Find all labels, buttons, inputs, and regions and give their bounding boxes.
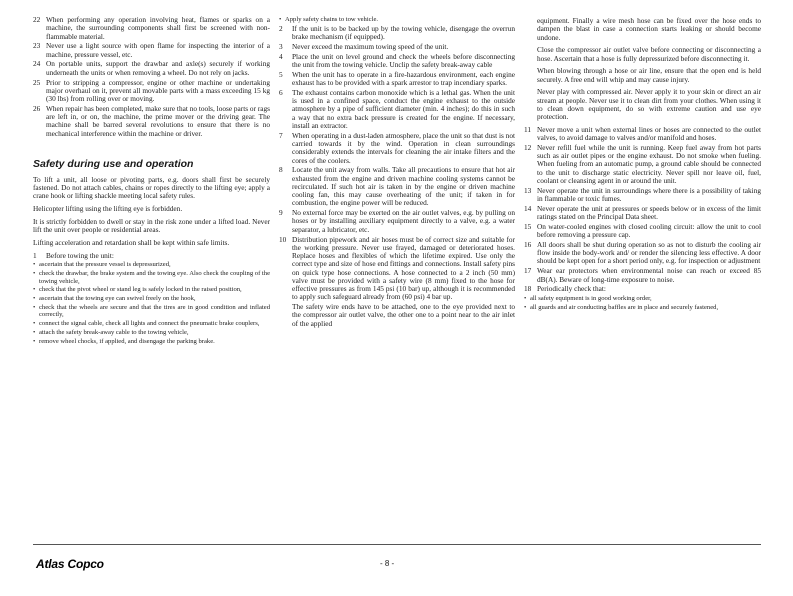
item-text: Distribution pipework and air hoses must be of correct size and suitable for the working pressure. Never use frayed, damaged or deteriorated hoses. Replace hoses and flexibles of which the lifetime expired. Use only the correct type and size of hose end fittings and connections. Install safety pins on quick type hose connections. A hose connected to a 2 inch (50 mm) valve must be provided with a safety wire (8 mm) fixed to the hose for effective pressures as from 145 psi (10 bar) up, although it is recommended to apply such safeguard already from (60 psi) 4 bar up. [292, 234, 515, 302]
item-text: Periodically check that: [537, 284, 606, 294]
item-number: 24 [33, 59, 41, 69]
list-item [33, 105, 270, 138]
bullet-icon: • [524, 295, 527, 303]
item-text: When performing any operation involving heat, flames or sparks on a machine, the surrounding components shall first be screened with non-flammable material. [46, 15, 270, 41]
item-number: 8 [279, 165, 283, 175]
bullet-item [33, 304, 270, 319]
paragraph: Helicopter lifting using the lifting eye is forbidden. [33, 204, 183, 214]
bullet-icon: • [33, 261, 36, 269]
list-item [279, 89, 515, 130]
bullet-icon: • [33, 304, 36, 312]
item-text: On portable units, support the drawbar and axle(s) securely if working underneath the units or when removing a wheel. Do not rely on jacks. [46, 59, 270, 77]
list-item [524, 285, 761, 293]
bullet-item [33, 270, 270, 285]
bullet-icon: • [33, 295, 36, 303]
bullet-text: all guards and air conducting baffles are in place and securely fastened, [530, 304, 719, 312]
item-number: 4 [279, 51, 283, 61]
item-number: 15 [524, 221, 532, 231]
bullet-item [33, 286, 270, 293]
bullet-item [279, 16, 515, 23]
item-number: 14 [524, 203, 532, 213]
item-number: 2 [279, 23, 283, 33]
bullet-item [33, 295, 270, 302]
bullet-text: Apply safety chains to tow vehicle. [285, 16, 379, 23]
paragraph: When blowing through a hose or air line, ensure that the open end is held securely. A free end will whip and may cause injury. [537, 66, 761, 84]
bullet-text: remove wheel chocks, if applied, and disengage the parking brake. [39, 337, 215, 345]
list-item [279, 71, 515, 88]
page-number: - 8 - [380, 559, 395, 568]
list-item [524, 144, 761, 185]
footer-divider [33, 544, 761, 545]
item-text: No external force may be exerted on the air outlet valves, e.g. by pulling on hoses or by installing auxiliary equipment directly to a valve, e.g. a water separator, a lubricator, etc. [292, 208, 515, 234]
list-item [279, 166, 515, 207]
list-item [524, 241, 761, 266]
item-text: Prior to stripping a compressor, engine or other machine or undertaking major overhaul on it, prevent all movable parts with a mass exceeding 15 kg (30 lbs) from rolling over or moving. [46, 77, 270, 104]
item-text: Never operate the unit in surroundings where there is a possibility of taking in flammable or toxic fumes. [537, 185, 761, 203]
bullet-icon: • [33, 320, 36, 328]
bullet-icon: • [33, 270, 36, 278]
section-title: Safety during use and operation [33, 157, 194, 170]
item-number: 10 [279, 234, 287, 244]
item-number: 18 [524, 284, 532, 294]
list-item [524, 187, 761, 204]
item-text: The exhaust contains carbon monoxide which is a lethal gas. When the unit is used in a confined space, conduct the engine exhaust to the outside atmosphere by a pipe of sufficient diameter (min. 4 inches); do this in such a way that no extra back pressure is created for the engine. If necessary, install an extractor. [292, 87, 515, 130]
bullet-icon: • [33, 329, 36, 337]
item-text: Before towing the unit: [46, 250, 114, 260]
list-item [279, 25, 515, 42]
item-text: If the unit is to be backed up by the towing vehicle, disengage the overrun brake mechanism (if equipped). [292, 23, 515, 42]
item-number: 6 [279, 87, 283, 97]
column-1 [33, 16, 270, 347]
item-number: 16 [524, 239, 532, 249]
list-item [524, 126, 761, 143]
towing-checklist [33, 261, 270, 345]
list-item [279, 132, 515, 165]
item-text: Never move a unit when external lines or hoses are connected to the outlet valves, to avoid damage to valves and/or manifold and hoses. [537, 124, 761, 142]
bullet-text: check that the pivot wheel or stand leg is safely locked in the raised position, [39, 286, 242, 294]
item-number: 23 [33, 41, 41, 51]
item-number: 3 [279, 41, 283, 51]
item-text: Never exceed the maximum towing speed of the unit. [292, 41, 449, 51]
list-item [33, 42, 270, 59]
item-number: 13 [524, 185, 532, 195]
paragraph: The safety wire ends have to be attached, one to the eye provided next to the compressor air outlet valve, the other one to a point near to the air inlet of the applied [292, 302, 515, 328]
list-item [33, 16, 270, 41]
bullet-item [33, 261, 270, 268]
bullet-item [33, 320, 270, 327]
numbered-list-a [33, 16, 270, 138]
bullet-icon: • [33, 337, 36, 345]
list-item [279, 209, 515, 234]
paragraph: Close the compressor air outlet valve before connecting or disconnecting a hose. Ascertain that a hose is fully depressurized before disconnecting it. [537, 45, 761, 63]
bullet-icon: • [524, 304, 527, 312]
bullet-icon: • [279, 16, 282, 23]
list-item [524, 267, 761, 284]
paragraph: Never play with compressed air. Never apply it to your skin or direct an air stream at people. Never use it to clean dirt from your clothes. When using it to clean down equipment, do so with extreme caution and use eye protection. [537, 87, 761, 121]
bullet-text: ascertain that the towing eye can swivel freely on the hook, [39, 295, 196, 303]
item-text: All doors shall be shut during operation so as not to disturb the cooling air flow inside the body-work and/ or render the silencing less effective. A door should be kept open for a short period only, e.g. for inspection or adjustment [537, 239, 761, 266]
item-number: 25 [33, 77, 41, 87]
bullet-icon: • [33, 286, 36, 294]
item-text: Wear ear protectors when environmental noise can reach or exceed 85 dB(A). Beware of long-time exposure to noise. [537, 266, 761, 284]
item-number: 22 [33, 15, 41, 24]
list-item [33, 79, 270, 104]
atlas-copco-logo: Atlas Copco [36, 557, 104, 571]
paragraph: It is strictly forbidden to dwell or stay in the risk zone under a lifted load. Never lift the unit over people or residential areas. [33, 216, 270, 235]
list-item [279, 43, 515, 51]
column-3 [524, 16, 761, 313]
item-text: Never operate the unit at pressures or speeds below or in excess of the limit ratings stated on the Principal Data sheet. [537, 203, 761, 222]
bullet-item [33, 329, 270, 336]
bullet-text: check the drawbar, the brake system and the towing eye. Also check the coupling of the towing vehicle, [39, 270, 270, 285]
item-number: 12 [524, 142, 532, 152]
bullet-item [524, 304, 761, 311]
list-item [279, 236, 515, 302]
item-text: Never use a light source with open flame for inspecting the interior of a machine, pressure vessel, etc. [46, 41, 270, 59]
bullet-text: connect the signal cable, check all lights and connect the pneumatic brake couplers, [39, 320, 260, 328]
item-text: Never refill fuel while the unit is running. Keep fuel away from hot parts such as air outlet pipes or the engine exhaust. Do not smoke when fueling. When fueling from an automatic pump, a ground cable should be connected to the unit to discharge static electricity. Never spill nor leave oil, fuel, coolant or cleansing agent in or around the unit. [537, 142, 761, 185]
item-text: When the unit has to operate in a fire-hazardous environment, each engine exhaust has to be provided with a spark arrestor to trap incendiary sparks. [292, 69, 515, 88]
bullet-text: all safety equipment is in good working order, [530, 295, 652, 303]
list-item [524, 205, 761, 222]
item-number: 26 [33, 103, 41, 113]
towing-heading [33, 252, 270, 260]
item-number: 11 [524, 124, 532, 134]
item-number: 1 [33, 250, 37, 260]
bullet-text: check that the wheels are secure and that the tires are in good condition and inflated correctly, [39, 304, 270, 319]
item-number: 17 [524, 266, 532, 276]
list-item [279, 53, 515, 70]
list-item [524, 223, 761, 240]
item-number: 9 [279, 208, 283, 218]
item-text: Locate the unit away from walls. Take all precautions to ensure that hot air exhausted from the engine and driven machine cooling systems cannot be recirculated. If such hot air is taken in by the engine or driven machine cooling fan, this may cause overheating of the unit; if taken in for combustion, the engine power will be reduced. [292, 165, 515, 208]
item-text: Place the unit on level ground and check the wheels before disconnecting the unit from the towing vehicle. Unclip the safety break-away cable [292, 51, 515, 69]
item-text: On water-cooled engines with closed cooling circuit: allow the unit to cool before removing a pressure cap. [537, 221, 761, 240]
list-item [33, 60, 270, 77]
bullet-text: attach the safety break-away cable to the towing vehicle, [39, 329, 189, 337]
paragraph: equipment. Finally a wire mesh hose can be fixed over the hose ends to dampen the blast in case a connection starts leaking or should become undone. [537, 16, 761, 42]
bullet-item [33, 338, 270, 345]
paragraph: To lift a unit, all loose or pivoting parts, e.g. doors shall first be securely fastened. Do not attach cables, chains or ropes directly to the lifting eye; apply a crane hook or lifting shackle meeting local safety rules. [33, 174, 270, 201]
item-number: 5 [279, 69, 283, 79]
item-text: When repair has been completed, make sure that no tools, loose parts or rags are left in, or on, the machine, the prime mover or the driving gear. The machine shall be barred several revolutions to ensure that there is no mechanical interference within the machine or driver. [46, 103, 270, 138]
paragraph: Lifting acceleration and retardation shall be kept within safe limits. [33, 237, 230, 247]
item-number: 7 [279, 130, 283, 140]
bullet-item [524, 295, 761, 302]
item-text: When operating in a dust-laden atmosphere, place the unit so that dust is not carried towards it by the wind. Operation in clean surroundings considerably extends the intervals for cleaning the air intake filters and the cores of the coolers. [292, 130, 515, 165]
bullet-text: ascertain that the pressure vessel is depressurized, [39, 261, 171, 269]
column-2 [279, 16, 515, 332]
